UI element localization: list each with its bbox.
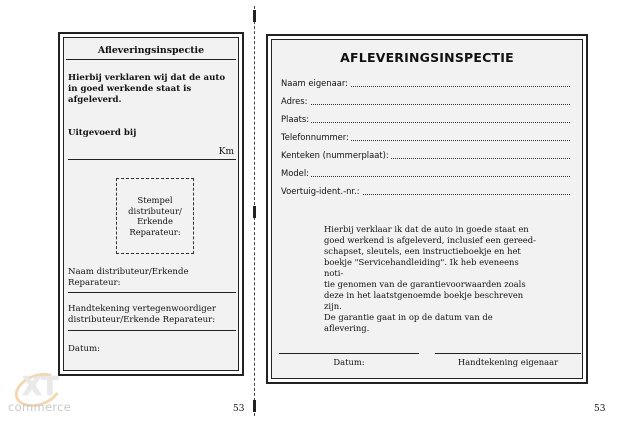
field-license-plate[interactable] (281, 149, 570, 161)
dealer-name-label: Naam distributeur/Erkende Reparateur: (68, 267, 189, 288)
field-vin[interactable] (281, 185, 570, 197)
field-label: Voertuig-ident.-nr.: (281, 186, 360, 196)
field-label: Plaats: (281, 114, 310, 124)
page-separator (254, 6, 255, 416)
separator-tick (253, 206, 256, 218)
rep-signature-label-1: Handtekening vertegenwoordiger (68, 304, 217, 314)
delivery-inspection-card-right (266, 34, 588, 384)
declaration-line: deze in het laatstgenoemde boekje beschreven zijn. (324, 290, 524, 311)
field-owner-name[interactable] (281, 77, 570, 89)
field-label: Telefonnummer: (281, 132, 349, 142)
separator-tick (253, 400, 256, 412)
field-label: Model: (281, 168, 309, 178)
declaration-line: boekje "Servicehandleiding". Ik heb eveneens noti- (324, 257, 519, 278)
owner-declaration (324, 224, 536, 334)
page-number-right: 53 (594, 404, 606, 414)
carried-out-line[interactable] (68, 159, 236, 160)
declaration-line: tie genomen van de garantievoorwaarden zoals (324, 279, 526, 289)
declaration-line: goed werkend is afgeleverd, inclusief een gereed- (324, 235, 536, 245)
logo-mark: XT (22, 372, 58, 402)
title-divider (66, 59, 236, 60)
stamp-line: Erkende (137, 216, 173, 226)
field-phone[interactable] (281, 131, 570, 143)
stamp-line: Reparateur: (129, 226, 181, 237)
delivery-inspection-card-left (58, 32, 244, 376)
carried-out-by-label: Uitgevoerd bij (68, 128, 137, 138)
date-line[interactable] (279, 353, 419, 354)
date-label: Datum: (333, 357, 365, 367)
owner-signature-label: Handtekening eigenaar (457, 357, 559, 367)
rep-signature-label-2: distributeur/Erkende Reparateur: (68, 315, 216, 325)
field-model[interactable] (281, 167, 570, 179)
card-title: Afleveringsinspectie (97, 45, 205, 56)
rep-signature-line[interactable] (68, 330, 236, 331)
field-address[interactable] (281, 95, 570, 107)
km-label: Km (218, 147, 234, 157)
declaration-line: De garantie gaat in op de datum van de aflevering. (324, 312, 493, 333)
logo-word: commerce (8, 400, 72, 414)
field-label: Adres: (281, 96, 308, 106)
separator-tick (253, 10, 256, 22)
field-label: Kenteken (nummerplaat): (281, 150, 389, 160)
declaration-line: schapset, sleutels, een instructieboekje en het (324, 246, 521, 256)
owner-signature-line[interactable] (435, 353, 581, 354)
dealer-stamp-box (116, 178, 194, 254)
card-right-body (271, 39, 583, 379)
xt-commerce-logo (6, 370, 96, 420)
page-number-left: 53 (233, 404, 245, 414)
field-city[interactable] (281, 113, 570, 125)
date-label: Datum: (68, 344, 101, 354)
card-title: AFLEVERINGSINSPECTIE (340, 50, 514, 65)
declaration-line: Hierbij verklaar ik dat de auto in goede staat en (324, 224, 529, 234)
declaration-text: Hierbij verklaren wij dat de auto in goed werkende staat is afgeleverd. (68, 73, 226, 105)
field-label: Naam eigenaar: (281, 78, 348, 88)
stamp-line: distributeur/ (128, 205, 182, 216)
dealer-name-line[interactable] (68, 292, 236, 293)
card-left-body (63, 37, 239, 371)
stamp-line: Stempel (137, 195, 173, 205)
